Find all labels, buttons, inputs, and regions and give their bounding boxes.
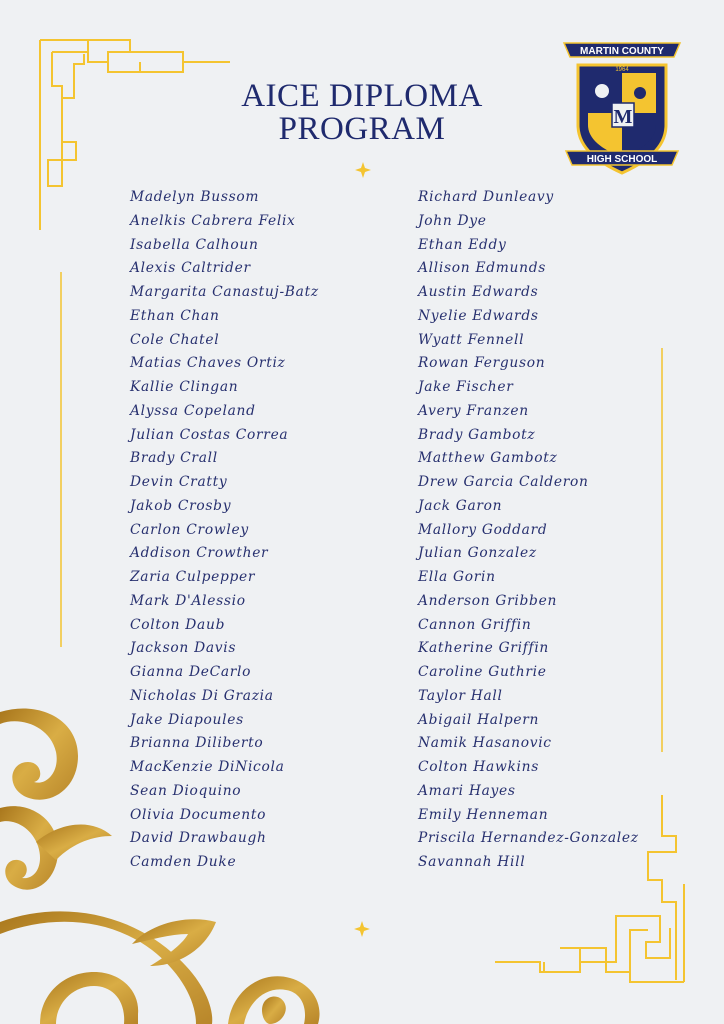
student-name: Jackson Davis: [130, 640, 237, 657]
student-name: Mark D'Alessio: [130, 592, 246, 609]
student-name: Gianna DeCarlo: [130, 664, 252, 680]
student-name: Margarita Canastuj-Batz: [130, 284, 319, 300]
student-name: MacKenzie DiNicola: [130, 759, 285, 775]
school-crest-logo: [558, 37, 686, 177]
student-name: Brianna Diliberto: [130, 735, 264, 752]
student-name: David Drawbaugh: [130, 830, 267, 847]
student-name: Katherine Griffin: [418, 640, 550, 657]
student-name: Carlon Crowley: [130, 521, 249, 538]
student-name: Jake Fischer: [418, 379, 514, 395]
student-name: John Dye: [418, 212, 487, 229]
sparkle-top: [355, 162, 371, 178]
student-name: Jack Garon: [418, 497, 503, 514]
student-name: Cannon Griffin: [418, 616, 532, 633]
student-name: Anderson Gribben: [418, 592, 558, 609]
logo-year-text: 1964: [615, 67, 629, 73]
student-name: Matthew Gambotz: [418, 450, 558, 467]
student-name: Emily Henneman: [418, 806, 549, 823]
student-name: Nicholas Di Grazia: [130, 687, 274, 704]
student-name: Brady Crall: [130, 450, 218, 467]
student-name: Addison Crowther: [130, 545, 269, 562]
student-name: Amari Hayes: [418, 782, 516, 799]
student-name: Wyatt Fennell: [418, 331, 525, 348]
student-name: Allison Edmunds: [418, 260, 547, 277]
name-list-left: [130, 186, 319, 875]
student-name: Ella Gorin: [418, 569, 496, 585]
student-name: Isabella Calhoun: [130, 236, 259, 253]
student-name: Caroline Guthrie: [418, 664, 547, 680]
logo-top-text: MARTIN COUNTY: [580, 46, 664, 57]
student-name: Colton Daub: [130, 616, 226, 633]
student-name: Abigail Halpern: [418, 711, 540, 728]
student-name: Colton Hawkins: [418, 759, 540, 775]
student-name: Namik Hasanovic: [418, 735, 552, 752]
student-name: Devin Cratty: [130, 474, 228, 490]
student-name: Julian Gonzalez: [418, 545, 537, 562]
student-name: Madelyn Bussom: [130, 189, 260, 205]
student-name: Austin Edwards: [418, 284, 539, 300]
student-name: Julian Costas Correa: [130, 426, 289, 443]
student-name: Avery Franzen: [418, 402, 529, 419]
student-name: Cole Chatel: [130, 331, 220, 348]
student-name: Taylor Hall: [418, 687, 503, 704]
student-name: Alexis Caltrider: [130, 260, 251, 277]
student-name: Nyelie Edwards: [418, 307, 539, 324]
student-name: Jakob Crosby: [130, 497, 232, 514]
student-name: Brady Gambotz: [418, 426, 536, 443]
student-name: Ethan Eddy: [418, 236, 507, 253]
student-name: Camden Duke: [130, 854, 237, 870]
student-name: Mallory Goddard: [418, 521, 548, 538]
student-name: Priscila Hernandez-Gonzalez: [418, 830, 639, 847]
student-name: Drew Garcia Calderon: [418, 474, 589, 490]
student-name: Anelkis Cabrera Felix: [130, 212, 296, 229]
student-name: Alyssa Copeland: [130, 402, 256, 419]
page-title-line-2: PROGRAM: [278, 111, 446, 147]
name-list-right: [418, 186, 639, 875]
student-name: Jake Diapoules: [130, 711, 244, 728]
student-name: Olivia Documento: [130, 806, 267, 823]
student-name: Savannah Hill: [418, 854, 526, 870]
logo-bottom-text: HIGH SCHOOL: [586, 154, 658, 165]
crest-letter: M: [613, 106, 633, 128]
student-name: Matias Chaves Ortiz: [130, 355, 286, 372]
student-name: Ethan Chan: [130, 307, 220, 324]
sparkle-bottom: [354, 921, 370, 937]
page-title-line-1: AICE DIPLOMA: [241, 78, 483, 114]
student-name: Sean Dioquino: [130, 782, 242, 799]
student-name: Rowan Ferguson: [418, 355, 546, 372]
student-name: Richard Dunleavy: [418, 189, 554, 205]
student-name: Kallie Clingan: [130, 379, 239, 395]
student-name: Zaria Culpepper: [130, 569, 256, 585]
